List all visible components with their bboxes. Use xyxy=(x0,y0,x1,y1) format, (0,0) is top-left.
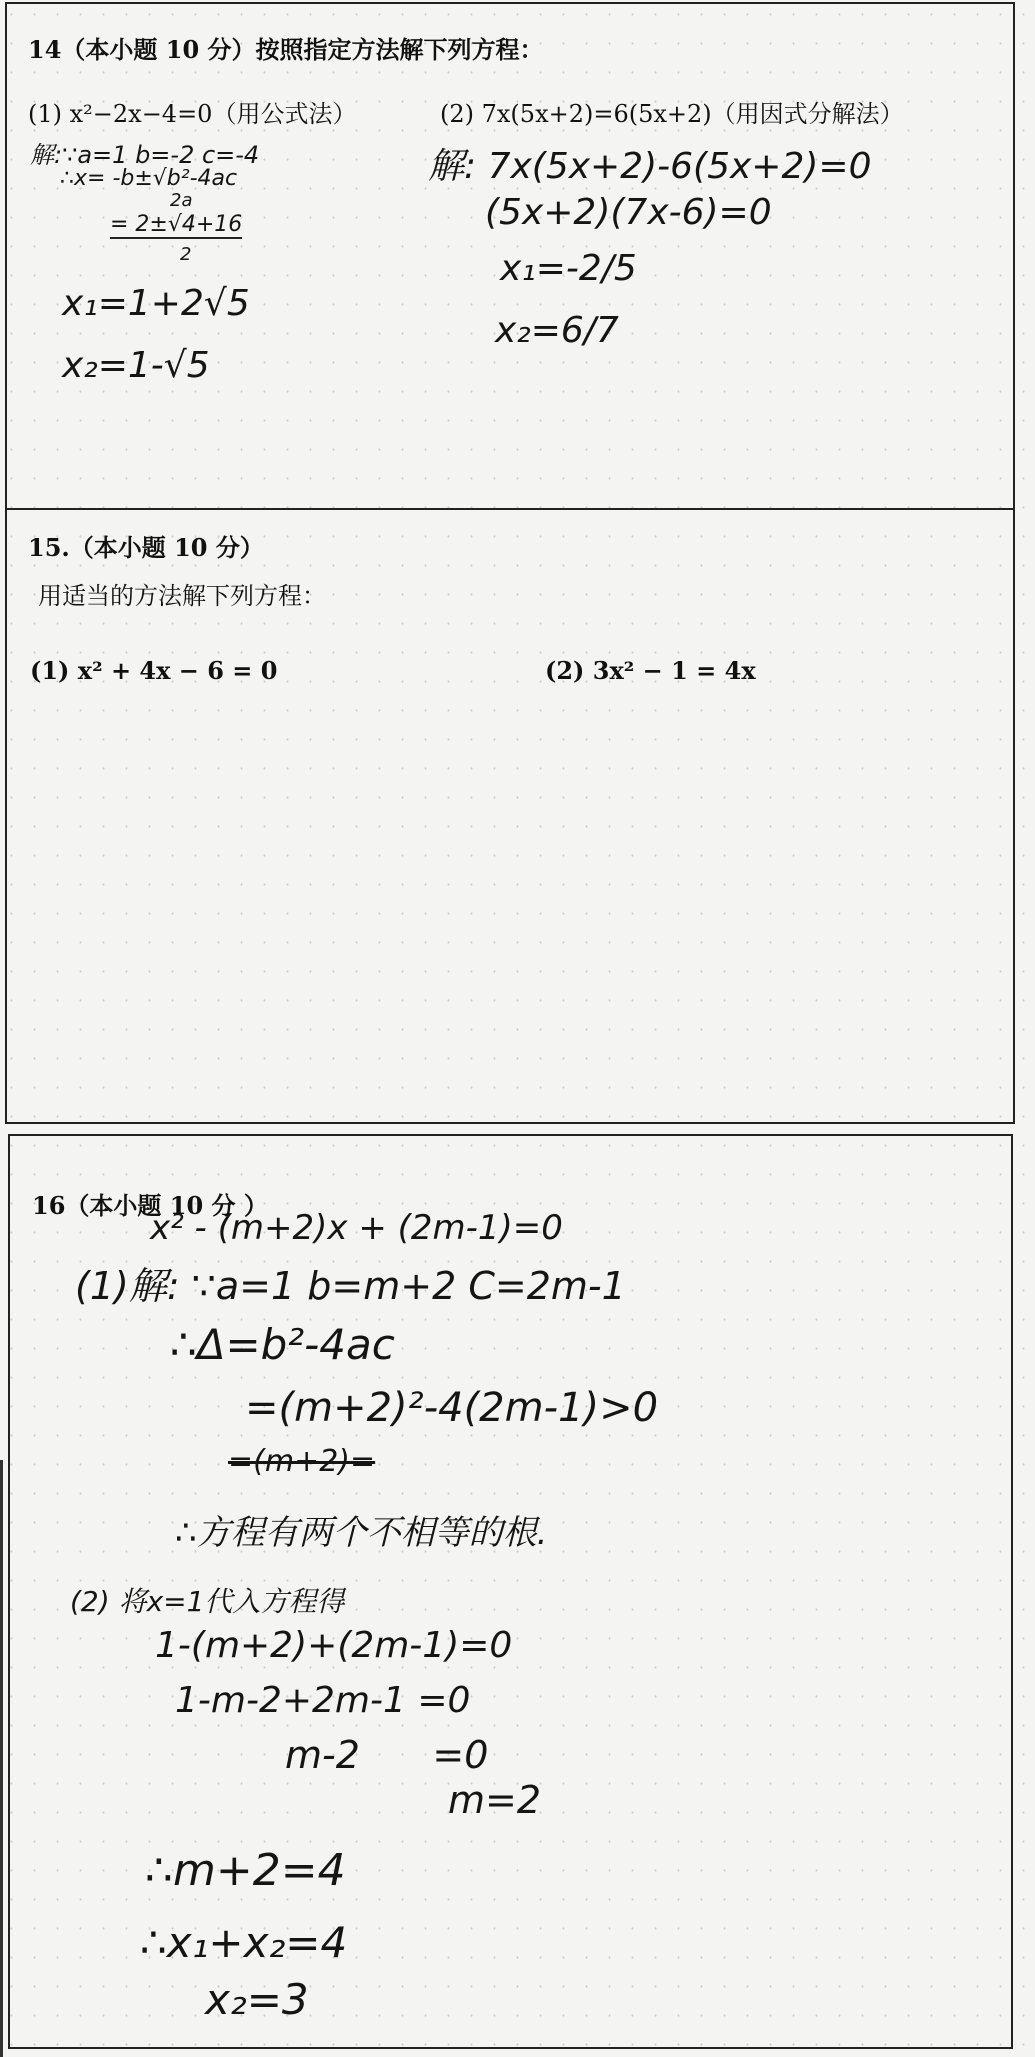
question-16-title: 16（本小题 10 分 ） xyxy=(32,1191,268,1220)
q14-answer-1-line-2: ∴x= -b±√b²-4ac xyxy=(60,166,238,191)
question-15-part-2: (2) 3x² − 1 = 4x xyxy=(545,656,756,685)
q16-part-2-intro: (2) 将x=1代入方程得 xyxy=(70,1585,345,1618)
q16-m-plus-2: ∴m+2=4 xyxy=(145,1845,346,1896)
q14-answer-1-line-1: 解:∵a=1 b=-2 c=-4 xyxy=(30,141,260,169)
q14-answer-2-x2: x₂=6/7 xyxy=(495,310,619,351)
q14-answer-2-line-1: 解: 7x(5x+2)-6(5x+2)=0 xyxy=(428,146,872,187)
q14-answer-2-line-2: (5x+2)(7x-6)=0 xyxy=(485,192,772,233)
q16-part-1-coefficients: (1)解: ∵a=1 b=m+2 C=2m-1 xyxy=(75,1264,626,1308)
q14-answer-1-line-5: 2 xyxy=(180,244,192,265)
q16-expanded: 1-m-2+2m-1 =0 xyxy=(175,1680,471,1721)
q16-x2-value: x₂=3 xyxy=(205,1975,309,2024)
q16-discriminant-expanded: =(m+2)²-4(2m-1)>0 xyxy=(245,1385,659,1431)
q16-sum-of-roots: ∴x₁+x₂=4 xyxy=(140,1918,348,1967)
q16-m-value: m=2 xyxy=(448,1778,542,1822)
question-14-part-1: (1) x²−2x−4=0（用公式法） xyxy=(28,100,357,128)
question-15-title: 15.（本小题 10 分） xyxy=(28,533,264,562)
q16-discriminant: ∴Δ=b²-4ac xyxy=(170,1320,395,1369)
q14-answer-1-x1: x₁=1+2√5 xyxy=(62,283,250,324)
question-15-instruction: 用适当的方法解下列方程： xyxy=(38,582,326,610)
q14-answer-2-x1: x₁=-2/5 xyxy=(500,248,637,289)
question-14-divider xyxy=(5,508,1015,510)
question-15-part-1: (1) x² + 4x − 6 = 0 xyxy=(30,656,278,685)
margin-line xyxy=(0,1460,3,2057)
q16-equation: x² - (m+2)x + (2m-1)=0 xyxy=(150,1208,563,1248)
q16-simplified: m-2 =0 xyxy=(285,1733,489,1777)
q14-answer-1-line-4: = 2±√4+16 xyxy=(110,212,243,237)
q14-answer-1-line-3: 2a xyxy=(170,190,193,211)
question-14-title: 14（本小题 10 分）按照指定方法解下列方程： xyxy=(28,35,544,64)
question-14-part-2: (2) 7x(5x+2)=6(5x+2)（用因式分解法） xyxy=(440,100,904,128)
q14-answer-1-x2: x₂=1-√5 xyxy=(62,345,210,386)
q16-substitution: 1-(m+2)+(2m-1)=0 xyxy=(155,1625,513,1666)
q16-conclusion: ∴方程有两个不相等的根. xyxy=(175,1513,548,1553)
q16-crossed-out: =(m+2)= xyxy=(228,1444,376,1479)
